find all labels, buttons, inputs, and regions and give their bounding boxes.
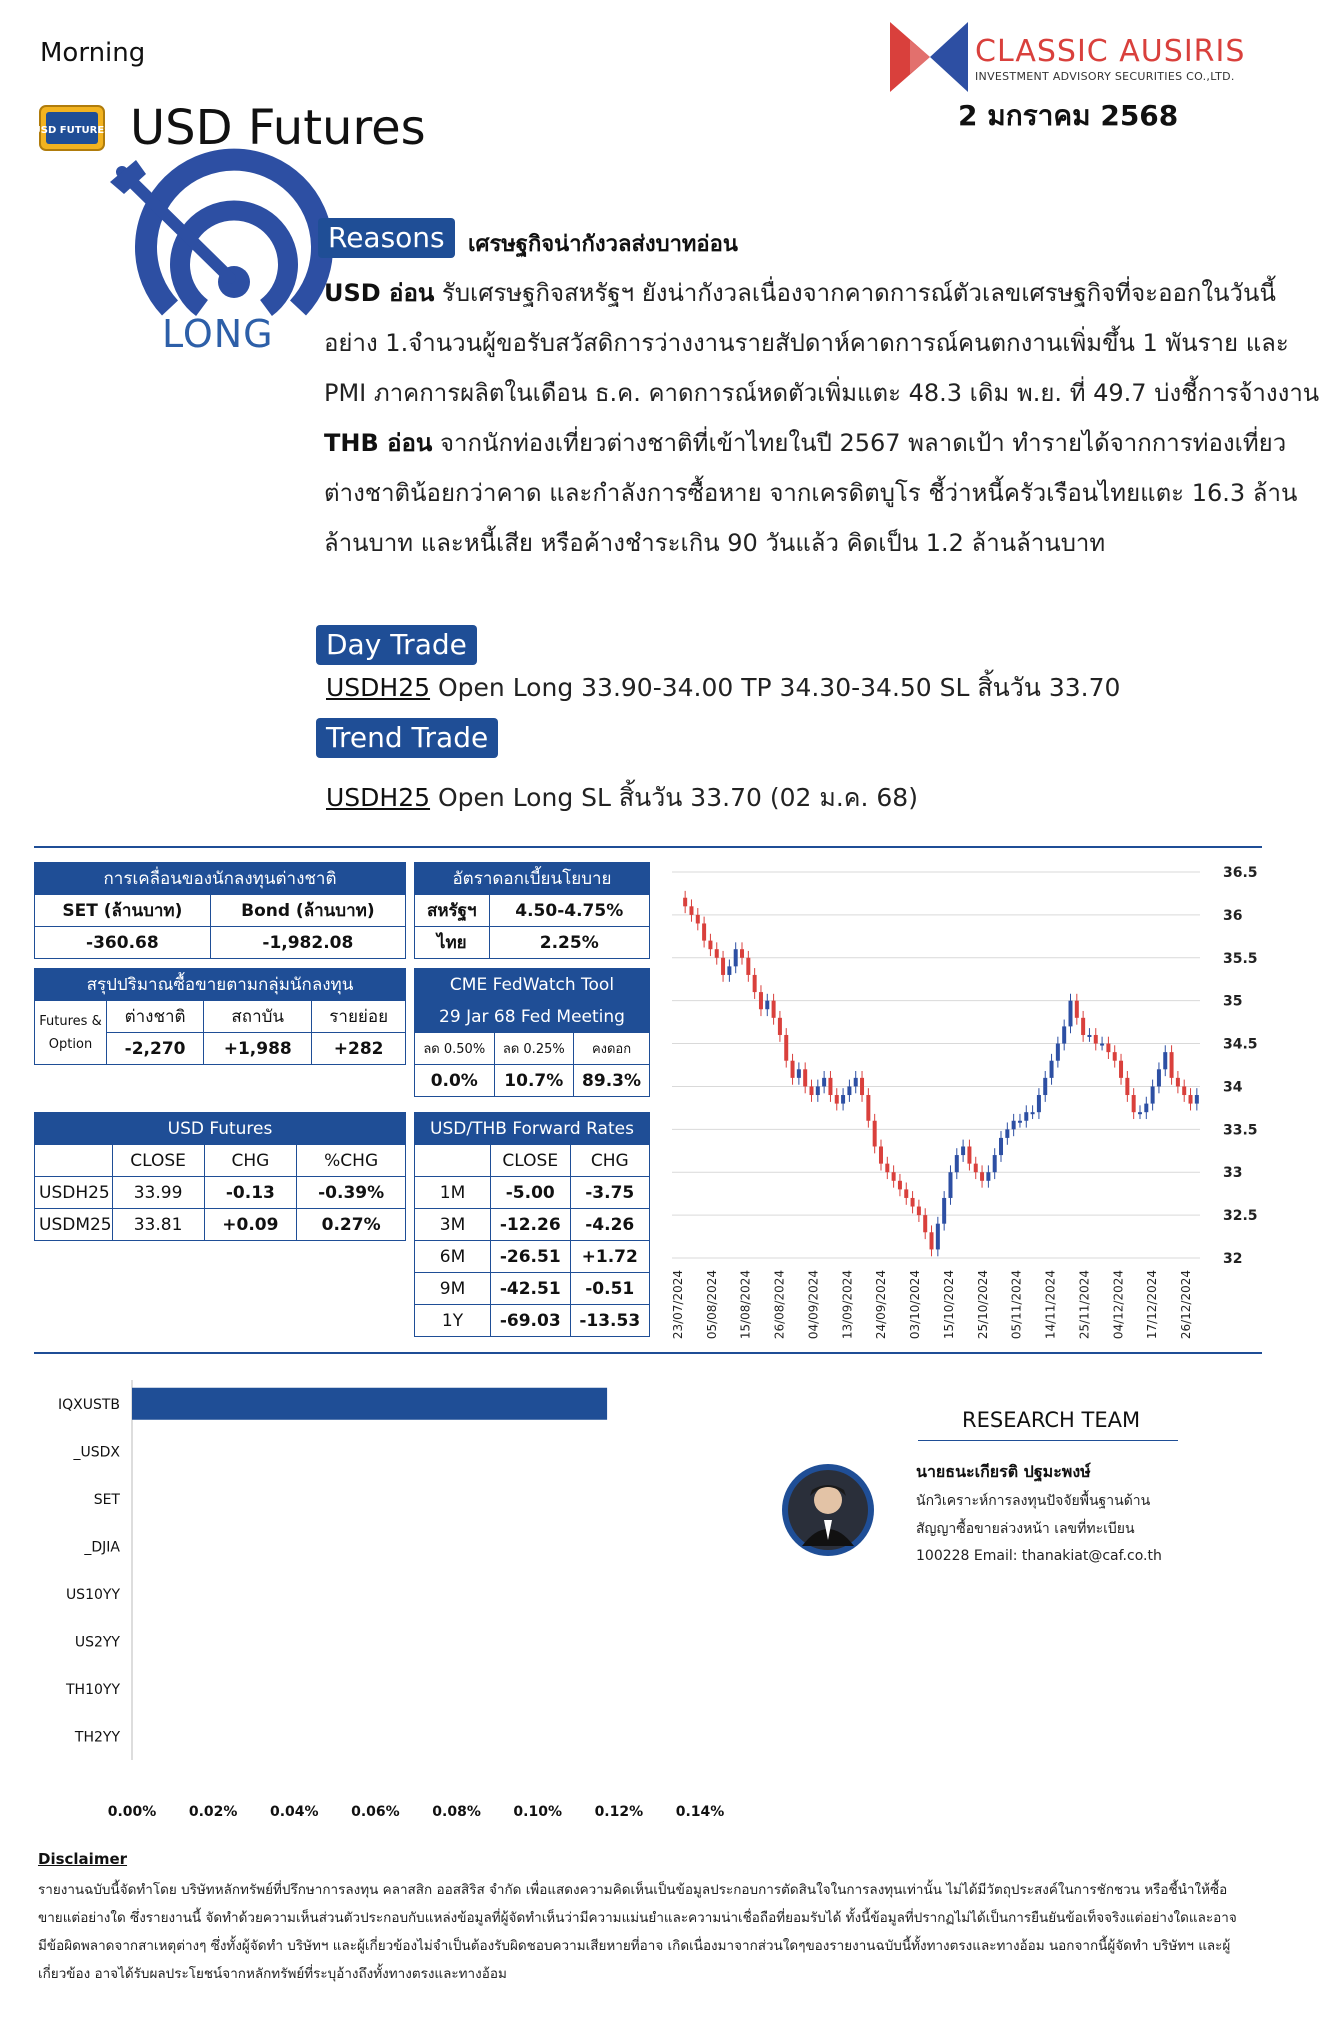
candle-body [948,1172,952,1198]
candle-body [746,958,750,975]
x-tick-label: 0.14% [675,1804,725,1820]
candle-body [1062,1026,1066,1043]
y-tick-label: 35.5 [1223,950,1258,967]
x-tick-label: 0.12% [594,1804,644,1820]
analyst-line-2: สัญญาซื้อขายล่วงหน้า เลขที่ทะเบียน [916,1521,1135,1537]
category-label: SET [93,1491,120,1508]
candle-body [740,949,744,958]
x-tick-label: 15/10/2024 [941,1270,956,1340]
candle-body [1113,1052,1117,1061]
session-label: Morning [40,38,146,68]
fedwatch-header: CME FedWatch Tool [415,969,650,1001]
candle-body [708,941,712,950]
fwd-chg-cell: -13.53 [570,1305,650,1337]
brand-name: CLASSIC AUSIRIS [975,34,1246,69]
candle-body [936,1224,940,1250]
y-tick-label: 36.5 [1223,865,1258,881]
tenor-cell: 6M [415,1241,491,1273]
asset-change-bar-chart [30,1370,750,1830]
candle-body [1087,1035,1091,1037]
candle-body [1144,1104,1148,1113]
fwd-chg-cell: -3.75 [570,1177,650,1209]
x-tick-label: 25/10/2024 [975,1270,990,1340]
x-tick-label: 05/11/2024 [1009,1270,1024,1340]
candle-body [1005,1129,1009,1138]
category-label: IQXUSTB [57,1396,120,1413]
thb-line-2: ต่างชาติน้อยกว่าคาด และกำลังการซื้อหาย จากเครดิตบูโร ชี้ว่าหนี้ครัวเรือนไทยแตะ 16.3 ล้าน [324,479,1298,507]
target-dart-icon [110,160,300,310]
badge-text: USD FUTURES [32,125,112,136]
policy-rate-table [414,862,650,959]
candle-body [1094,1035,1098,1044]
candle-body [980,1172,984,1181]
fedwatch-meeting: 29 Jar 68 Fed Meeting [415,1001,650,1033]
x-tick-label: 0.00% [107,1804,157,1820]
candle-body [885,1164,889,1173]
category-label: US10YY [65,1586,120,1603]
x-tick-label: 23/07/2024 [671,1270,685,1340]
candle-body [1170,1052,1174,1078]
rate-cell: 4.50-4.75% [489,895,649,927]
reasons-tag: Reasons [318,218,455,258]
col-institution: สถาบัน [204,1001,312,1033]
forward-rates-table [414,1112,650,1337]
x-tick-label: 0.04% [269,1804,319,1820]
usd-line-3: PMI ภาคการผลิตในเดือน ธ.ค. คาดการณ์หดตัวเพิ่มแตะ 48.3 เดิม พ.ย. ที่ 49.7 บ่งชี้การจ้างงาน [324,379,1320,407]
candle-body [734,949,738,966]
fwd-close-cell: -69.03 [491,1305,571,1337]
fed-col-hold: คงดอก [574,1033,650,1065]
col-chg: CHG [204,1145,297,1177]
candle-body [986,1172,990,1181]
country-cell: สหรัฐฯ [415,895,490,927]
candle-body [791,1061,795,1078]
candle-body [1119,1061,1123,1078]
candle-body [715,949,719,958]
candle-body [999,1138,1003,1155]
bond-col: Bond (ล้านบาท) [210,895,405,927]
candle-body [1189,1095,1193,1104]
candle-body [1050,1061,1054,1078]
candle-body [930,1232,934,1249]
candle-body [847,1086,851,1095]
foreign-flow-table [34,862,406,959]
divider-top [34,846,1262,848]
tenor-cell: 9M [415,1273,491,1305]
category-label: TH10YY [66,1681,120,1698]
usd-paragraph [324,268,1324,568]
rate-cell: 2.25% [489,927,649,959]
x-tick-label: 04/12/2024 [1111,1270,1126,1340]
candle-body [1100,1044,1104,1046]
candle-body [967,1146,971,1163]
candle-body [1012,1121,1016,1130]
signal-label: LONG [162,312,274,356]
y-tick-label: 33 [1223,1165,1243,1182]
candle-body [835,1095,839,1104]
candle-body [841,1095,845,1104]
fwd-chg-cell: -0.51 [570,1273,650,1305]
col-retail: รายย่อย [312,1001,406,1033]
candle-body [854,1078,858,1087]
candle-body [753,975,757,992]
fwd-close-cell: -12.26 [491,1209,571,1241]
candle-body [784,1035,788,1061]
candle-body [797,1069,801,1078]
candle-body [898,1181,902,1190]
candle-body [822,1078,826,1087]
candle-body [873,1121,877,1147]
disclaimer-text: รายงานฉบับนี้จัดทำโดย บริษัทหลักทรัพย์ที่ปรึกษาการลงทุน คลาสสิก ออสสิริส จำกัด เพื่อแสดงความคิดเห็นเป็นข้อมูลประกอบการตัดสินใจในการลงทุนเท่านั้น ไม่ได้มีวัตถุประสงค์ในการชักชวน หรือชี้นำให้ซื้อขายแต่อย่างใด ซึ่งรายงานนี้ จัดทำด้วยความเห็นส่วนตัวประกอบกับแหล่งข้อมูลที่ผู้จัดทำเห็นว่ามีความแม่นยำและความน่าเชื่อถือที่ยอมรับได้ ทั้งนี้ข้อมูลที่ปรากฏไม่ได้เป็นการยืนยันข้อเท็จจริงแต่อย่างใดและอาจมีข้อผิดพลาดจากสาเหตุต่างๆ ซึ่งทั้งผู้จัดทำ บริษัทฯ และผู้เกี่ยวข้องไม่จำเป็นต้องรับผิดชอบความเสียหายที่อาจ เกิดเนื่องมาจากส่วนใดๆของรายงานฉบับนี้ทั้งทางตรงและทางอ้อม นอกจากนี้ผู้จัดทำ บริษัทฯ และผู้เกี่ยวข้อง อาจได้รับผลประโยชน์จากหลักทรัพย์ที่ระบุอ้างถึงทั้งทางตรงและทางอ้อม [38,1882,1237,1982]
candle-body [955,1155,959,1172]
set-col: SET (ล้านบาท) [35,895,211,927]
x-tick-label: 05/08/2024 [704,1270,719,1340]
policy-rate-header: อัตราดอกเบี้ยนโยบาย [415,863,650,895]
fed-col-cut50: ลด 0.50% [415,1033,495,1065]
tenor-cell: 3M [415,1209,491,1241]
candle-body [1024,1112,1028,1121]
analyst-line-1: นักวิเคราะห์การลงทุนปัจจัยพื้นฐานด้าน [916,1493,1151,1509]
investor-summary-header: สรุปปริมาณซื้อขายตามกลุ่มนักลงทุน [35,969,406,1001]
day-trade-text: Open Long 33.90-34.00 TP 34.30-34.50 SL สิ้นวัน 33.70 [430,673,1121,702]
x-tick-label: 04/09/2024 [806,1270,821,1340]
candle-body [1056,1044,1060,1061]
x-tick-label: 24/09/2024 [874,1270,889,1340]
usd-futures-badge-icon [32,104,112,152]
candle-body [727,966,731,975]
candle-body [803,1069,807,1086]
x-tick-label: 0.08% [432,1804,481,1820]
bond-value: -1,982.08 [210,927,405,959]
disclaimer-title: Disclaimer [38,1850,128,1868]
candle-body [721,958,725,975]
y-tick-label: 32.5 [1223,1208,1258,1225]
candle-body [1157,1069,1161,1086]
candle-body [961,1146,965,1155]
trend-trade-tag: Trend Trade [316,718,498,758]
analyst-line-3: 100228 Email: thanakiat@caf.co.th [916,1548,1162,1564]
candle-body [879,1146,883,1163]
candle-body [942,1198,946,1224]
fedwatch-table [414,968,650,1097]
fwd-chg-cell: +1.72 [570,1241,650,1273]
candle-body [1132,1095,1136,1112]
y-tick-label: 34 [1223,1079,1243,1096]
page-title: USD Futures [130,100,426,156]
candle-body [1031,1112,1035,1114]
country-cell: ไทย [415,927,490,959]
candle-body [696,915,700,924]
sym-cell: USDH25 [35,1177,113,1209]
x-tick-label: 13/09/2024 [840,1270,855,1340]
forward-rates-header: USD/THB Forward Rates [415,1113,650,1145]
category-label: US2YY [74,1634,120,1651]
thb-bold: THB อ่อน [324,429,433,457]
candle-body [778,1018,782,1035]
candle-body [1018,1121,1022,1123]
chg-cell: -0.13 [204,1177,297,1209]
candle-body [828,1078,832,1095]
brand-subtitle: INVESTMENT ADVISORY SECURITIES CO.,LTD. [975,70,1235,83]
thb-line-1: จากนักท่องเที่ยวต่างชาติที่เข้าไทยในปี 2567 พลาดเป้า ทำรายได้จากการท่องเที่ยว [432,429,1287,457]
fwd-close-cell: -42.51 [491,1273,571,1305]
col-foreign: ต่างชาติ [107,1001,204,1033]
candle-body [1037,1095,1041,1112]
x-tick-label: 17/12/2024 [1145,1270,1160,1340]
set-value: -360.68 [35,927,211,959]
fwd-col-close: CLOSE [491,1145,571,1177]
reasons-title: เศรษฐกิจน่ากังวลส่งบาทอ่อน [468,232,738,257]
val-institution: +1,988 [204,1033,312,1065]
val-retail: +282 [312,1033,406,1065]
val-foreign: -2,270 [107,1033,204,1065]
candle-body [1195,1095,1199,1104]
x-tick-label: 14/11/2024 [1043,1270,1058,1340]
candle-body [923,1215,927,1232]
y-tick-label: 32 [1223,1251,1243,1267]
research-team-title: RESEARCH TEAM [962,1408,1141,1432]
candle-body [1151,1086,1155,1103]
fed-val-cut50: 0.0% [415,1065,495,1097]
fed-val-hold: 89.3% [574,1065,650,1097]
trend-trade-text: Open Long SL สิ้นวัน 33.70 (02 ม.ค. 68) [430,783,918,812]
candle-body [1069,1001,1073,1027]
y-tick-label: 36 [1223,907,1243,924]
day-trade-symbol: USDH25 [326,673,431,702]
candle-body [866,1095,870,1121]
tenor-cell: 1Y [415,1305,491,1337]
fwd-chg-cell: -4.26 [570,1209,650,1241]
analyst-name: นายธนะเกียรติ ปฐมะพงษ์ [916,1462,1091,1481]
candle-body [892,1172,896,1181]
pct-cell: -0.39% [297,1177,406,1209]
analyst-avatar [780,1462,876,1558]
col-close: CLOSE [112,1145,204,1177]
candle-body [911,1198,915,1207]
research-divider [918,1440,1178,1441]
day-trade-line [326,668,1120,708]
chg-cell: +0.09 [204,1209,297,1241]
usd-line-1: รับเศรษฐกิจสหรัฐฯ ยังน่ากังวลเนื่องจากคาดการณ์ตัวเลขเศรษฐกิจที่จะออกในวันนี้ [434,279,1276,307]
tenor-cell: 1M [415,1177,491,1209]
candle-body [1176,1078,1180,1087]
candle-body [993,1155,997,1172]
usd-line-2: อย่าง 1.จำนวนผู้ขอรับสวัสดิการว่างงานรายสัปดาห์คาดการณ์คนตกงานเพิ่มขึ้น 1 พันราย และ [324,329,1289,357]
candle-body [816,1086,820,1095]
candle-body [1138,1112,1142,1114]
x-tick-label: 03/10/2024 [908,1270,923,1340]
foreign-flow-header: การเคลื่อนของนักลงทุนต่างชาติ [35,863,406,895]
usd-bold: USD อ่อน [324,279,435,307]
thb-line-3: ล้านบาท และหนี้เสีย หรือค้างชำระเกิน 90 วันแล้ว คิดเป็น 1.2 ล้านล้านบาท [324,529,1106,557]
category-label: _USDX [73,1444,120,1461]
usd-futures-table [34,1112,406,1241]
candle-body [1075,1001,1079,1018]
col-pctchg: %CHG [297,1145,406,1177]
trend-trade-symbol: USDH25 [326,783,431,812]
candle-body [683,898,687,907]
sym-cell: USDM25 [35,1209,113,1241]
fed-col-cut25: ลด 0.25% [494,1033,574,1065]
fwd-close-cell: -5.00 [491,1177,571,1209]
candle-body [1043,1078,1047,1095]
candle-body [1106,1044,1110,1053]
x-tick-label: 0.02% [188,1804,238,1820]
report-date: 2 มกราคม 2568 [958,99,1179,132]
usd-futures-header: USD Futures [35,1113,406,1145]
candle-body [759,992,763,1009]
candle-body [1081,1018,1085,1035]
x-tick-label: 26/08/2024 [772,1270,787,1340]
candle-body [1182,1086,1186,1095]
y-tick-label: 35 [1223,993,1243,1010]
company-logo [890,22,968,92]
candle-body [702,923,706,940]
futures-option-label: Futures & Option [35,1001,107,1065]
candle-body [860,1078,864,1095]
close-cell: 33.99 [112,1177,204,1209]
investor-summary-table [34,968,406,1065]
candle-body [810,1086,814,1095]
usdthb-candlestick-chart [660,858,1270,1356]
category-label: _DJIA [84,1539,120,1556]
x-tick-label: 26/12/2024 [1179,1270,1193,1340]
bar [132,1388,607,1420]
pct-cell: 0.27% [297,1209,406,1241]
candle-body [772,1001,776,1018]
trend-trade-line [326,778,918,818]
candle-body [917,1207,921,1216]
x-tick-label: 0.06% [351,1804,400,1820]
candle-body [1125,1078,1129,1095]
x-tick-label: 25/11/2024 [1077,1270,1092,1340]
x-tick-label: 0.10% [513,1804,563,1820]
close-cell: 33.81 [112,1209,204,1241]
x-tick-label: 15/08/2024 [738,1270,753,1340]
category-label: TH2YY [74,1729,120,1746]
y-tick-label: 34.5 [1223,1036,1258,1053]
y-tick-label: 33.5 [1223,1122,1258,1139]
fwd-close-cell: -26.51 [491,1241,571,1273]
fwd-col-chg: CHG [570,1145,650,1177]
day-trade-tag: Day Trade [316,625,477,665]
divider-bottom [34,1352,1262,1354]
candle-body [974,1164,978,1173]
candle-body [765,1001,769,1010]
fed-val-cut25: 10.7% [494,1065,574,1097]
candle-body [1163,1052,1167,1069]
candle-body [689,906,693,915]
candle-body [904,1189,908,1198]
